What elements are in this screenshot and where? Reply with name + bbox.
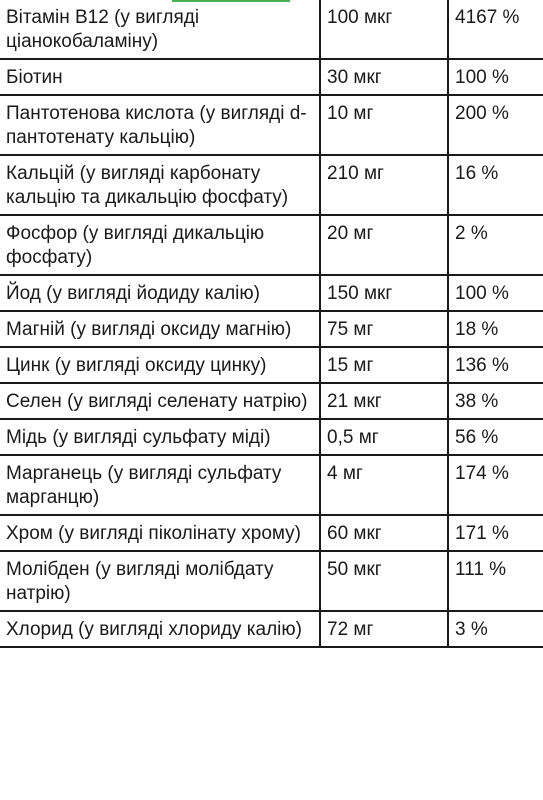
nutrient-amount: 30 мкг: [320, 59, 448, 95]
nutrient-amount: 10 мг: [320, 95, 448, 155]
nutrient-amount: 0,5 мг: [320, 419, 448, 455]
nutrient-daily-value: 2 %: [448, 215, 543, 275]
table-row: [0, 347, 543, 383]
nutrient-amount: 100 мкг: [320, 0, 448, 59]
table-row: [0, 155, 543, 215]
table-row: [0, 215, 543, 275]
nutrient-daily-value: 18 %: [448, 311, 543, 347]
table-row: [0, 611, 543, 647]
nutrient-name: Хром (у вигляді піколінату хрому): [0, 515, 320, 551]
nutrient-amount: 4 мг: [320, 455, 448, 515]
nutrient-daily-value: 16 %: [448, 155, 543, 215]
nutrient-daily-value: 3 %: [448, 611, 543, 647]
nutrient-daily-value: 111 %: [448, 551, 543, 611]
nutrient-name: Мідь (у вигляді сульфату міді): [0, 419, 320, 455]
nutrient-amount: 15 мг: [320, 347, 448, 383]
nutrient-name: Йод (у вигляді йодиду калію): [0, 275, 320, 311]
table-row: [0, 515, 543, 551]
nutrient-name: Фосфор (у вигляді дикальцію фосфату): [0, 215, 320, 275]
nutrient-daily-value: 100 %: [448, 275, 543, 311]
nutrient-daily-value: 100 %: [448, 59, 543, 95]
table-row: [0, 311, 543, 347]
nutrient-amount: 210 мг: [320, 155, 448, 215]
table-row: [0, 455, 543, 515]
table-row: [0, 551, 543, 611]
nutrient-name: Магній (у вигляді оксиду магнію): [0, 311, 320, 347]
nutrient-amount: 21 мкг: [320, 383, 448, 419]
nutrient-daily-value: 38 %: [448, 383, 543, 419]
nutrient-amount: 20 мг: [320, 215, 448, 275]
nutrient-name: Кальцій (у вигляді карбонату кальцію та дикальцію фосфату): [0, 155, 320, 215]
nutrient-name: Марганець (у вигляді сульфату марганцю): [0, 455, 320, 515]
nutrient-amount: 75 мг: [320, 311, 448, 347]
nutrient-daily-value: 4167 %: [448, 0, 543, 59]
table-row: [0, 95, 543, 155]
table-row: [0, 419, 543, 455]
nutrient-daily-value: 200 %: [448, 95, 543, 155]
nutrient-daily-value: 136 %: [448, 347, 543, 383]
nutrient-name: Хлорид (у вигляді хлориду калію): [0, 611, 320, 647]
nutrient-name: Цинк (у вигляді оксиду цинку): [0, 347, 320, 383]
table-row: [0, 383, 543, 419]
nutrient-daily-value: 171 %: [448, 515, 543, 551]
nutrient-name: Молібден (у вигляді молібдату натрію): [0, 551, 320, 611]
table-row: [0, 0, 543, 59]
nutrient-name: Пантотенова кислота (у вигляді d-пантотенату кальцію): [0, 95, 320, 155]
nutrient-name: Вітамін В12 (у вигляді ціанокобаламіну): [0, 0, 320, 59]
nutrient-daily-value: 174 %: [448, 455, 543, 515]
nutrient-amount: 50 мкг: [320, 551, 448, 611]
nutrient-amount: 150 мкг: [320, 275, 448, 311]
table-row: [0, 59, 543, 95]
nutrient-daily-value: 56 %: [448, 419, 543, 455]
nutrient-amount: 72 мг: [320, 611, 448, 647]
table-row: [0, 275, 543, 311]
nutrient-name: Селен (у вигляді селенату натрію): [0, 383, 320, 419]
nutrient-amount: 60 мкг: [320, 515, 448, 551]
nutrient-name: Біотин: [0, 59, 320, 95]
